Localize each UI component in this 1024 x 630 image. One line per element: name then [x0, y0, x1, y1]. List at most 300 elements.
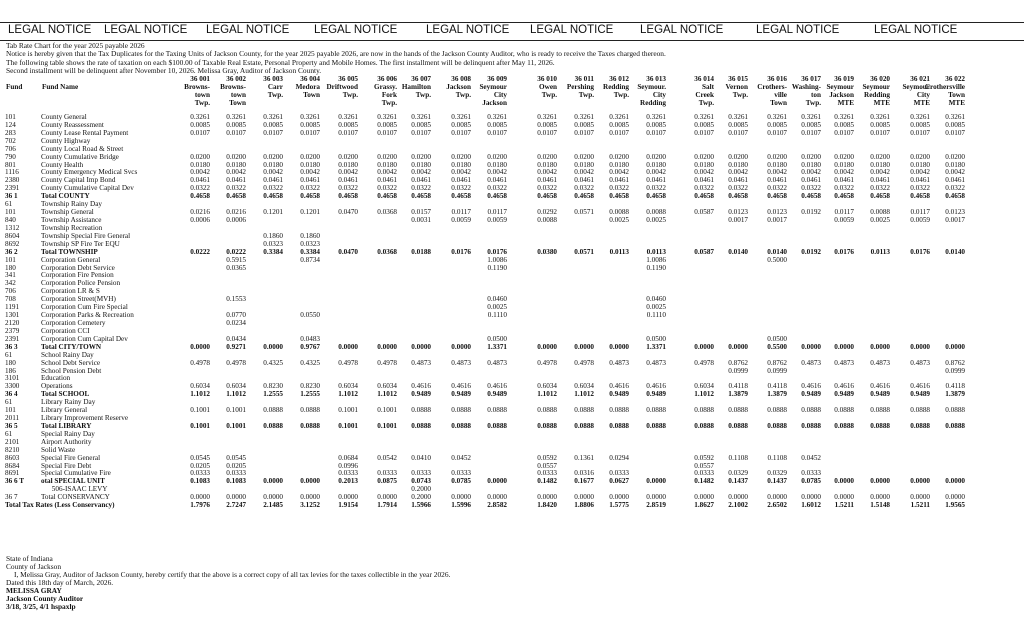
rate-cell	[748, 312, 787, 320]
rate-cell	[173, 138, 210, 146]
unit-column-header	[263, 76, 283, 100]
unit-header-line: 36 008	[451, 75, 471, 83]
rate-cell: 0.1001	[338, 421, 358, 430]
rate-cell	[283, 265, 320, 273]
rate-cell: 0.1860	[263, 231, 283, 240]
rate-cell	[173, 225, 210, 233]
rate-cell: 0.1201	[300, 208, 320, 217]
rate-cell: 0.0113	[870, 247, 890, 256]
rate-cell: 1.1012	[574, 390, 594, 399]
table-row	[5, 280, 965, 288]
rate-cell: 0.1001	[338, 406, 358, 415]
rate-cell: 0.0180	[728, 160, 748, 169]
rate-cell: 0.6034	[694, 382, 714, 391]
rate-cell: 0.3261	[263, 113, 283, 121]
rate-cell: 0.3261	[910, 113, 930, 121]
rate-cell	[210, 439, 246, 447]
rate-cell: 0.0888	[574, 406, 594, 415]
rate-cell	[246, 217, 283, 225]
rate-cell: 0.4616	[834, 382, 854, 391]
rate-cell: 1.5148	[870, 501, 890, 510]
rate-cell	[507, 439, 557, 447]
rate-cell	[930, 463, 965, 471]
table-row	[5, 209, 965, 217]
unit-header-line: Town	[303, 90, 320, 99]
fund-number: 36 7	[5, 493, 18, 502]
rate-cell: 0.0200	[537, 152, 557, 161]
rate-cell: 0.0085	[801, 120, 821, 129]
fund-name: School Rainy Day	[41, 350, 94, 359]
fund-name: Airport Authority	[41, 437, 92, 446]
unit-column-header	[184, 76, 210, 108]
rate-cell: 0.0085	[870, 120, 890, 129]
rate-cell: 0.0770	[226, 311, 246, 320]
rate-cell: 0.5915	[226, 255, 246, 264]
fund-name: School Pension Debt	[41, 366, 102, 375]
rate-cell: 0.0322	[263, 184, 283, 193]
rate-cell: 0.1083	[226, 477, 246, 486]
rate-cell: 0.0180	[377, 160, 397, 169]
unit-header-line: Crothersville	[924, 82, 965, 91]
rate-cell: 0.3384	[263, 247, 283, 256]
rate-cell: 0.1482	[694, 477, 714, 486]
rate-cell: 0.0333	[694, 469, 714, 478]
fund-name: Special Fire General	[41, 453, 101, 462]
rate-cell: 1.2555	[263, 390, 283, 399]
unit-column-header	[296, 76, 320, 100]
rate-cell: 0.4118	[945, 382, 965, 391]
rate-cell	[666, 225, 714, 233]
rate-cell: 0.9489	[609, 390, 629, 399]
rate-cell: 0.5000	[767, 255, 787, 264]
fund-number: 706	[5, 144, 16, 153]
unit-header-line: Twp.	[342, 90, 358, 99]
rate-cell	[930, 328, 965, 336]
rate-cell	[890, 138, 930, 146]
rate-cell: 1.5775	[609, 501, 629, 510]
rate-cell: 0.0085	[338, 120, 358, 129]
fund-name: Total COUNTY	[41, 192, 90, 201]
rate-cell: 0.0627	[609, 477, 629, 486]
rate-cell: 0.4873	[910, 358, 930, 367]
rate-cell	[787, 288, 821, 296]
legal-notice-label: LEGAL NOTICE	[104, 24, 188, 36]
unit-column-header	[792, 76, 821, 108]
rate-cell	[714, 265, 748, 273]
rate-cell: 0.0107	[834, 128, 854, 137]
rate-cell	[507, 265, 557, 273]
table-row	[5, 455, 965, 463]
fund-name: Corporation General	[41, 255, 101, 264]
rate-cell	[397, 368, 431, 376]
rate-cell: 0.4658	[767, 192, 787, 201]
rate-cell	[930, 431, 965, 439]
rate-cell	[173, 320, 210, 328]
rate-cell: 0.0000	[910, 342, 930, 351]
rate-cell	[594, 138, 629, 146]
rate-cell: 0.0000	[834, 493, 854, 502]
rate-cell: 0.4118	[767, 382, 787, 391]
certification-text: I, Melissa Gray, Auditor of Jackson County, hereby certify that the above is a correct copy of all tax levies for the taxes collectible in the year 2026.	[14, 569, 451, 579]
rate-cell: 0.3261	[487, 113, 507, 121]
rate-cell	[787, 233, 821, 241]
rate-cell: 0.0434	[226, 334, 246, 343]
rate-cell: 0.0000	[801, 493, 821, 502]
rate-cell: 0.4873	[609, 358, 629, 367]
rate-cell: 0.0333	[226, 469, 246, 478]
fund-name: Corporation Cum Capital Dev	[41, 334, 128, 343]
rate-cell: 0.0000	[945, 477, 965, 486]
rate-cell: 0.0460	[487, 295, 507, 304]
legal-notice-label: LEGAL NOTICE	[206, 24, 290, 36]
rate-cell: 0.0460	[646, 295, 666, 304]
unit-header-line: town	[230, 90, 246, 99]
rate-cell: 0.4658	[870, 192, 890, 201]
table-row	[5, 391, 965, 399]
fund-name: Total LIBRARY	[41, 421, 92, 430]
rate-cell: 0.3261	[451, 113, 471, 121]
rate-cell: 0.0180	[190, 160, 210, 169]
rate-cell	[557, 439, 594, 447]
rate-cell: 0.0000	[300, 493, 320, 502]
rate-cell: 0.0042	[190, 168, 210, 177]
unit-header-line: 36 015	[728, 75, 748, 83]
rate-cell: 0.0888	[451, 421, 471, 430]
rate-cell: 0.0180	[451, 160, 471, 169]
rate-cell	[320, 265, 358, 273]
fund-number: 124	[5, 120, 16, 129]
rate-cell: 0.0085	[411, 120, 431, 129]
rate-cell: 0.0461	[910, 176, 930, 185]
rate-cell	[557, 280, 594, 288]
rate-cell: 1.1012	[190, 390, 210, 399]
rate-cell: 0.0000	[574, 342, 594, 351]
rate-cell	[471, 272, 507, 280]
rate-cell: 0.0200	[411, 152, 431, 161]
rate-cell: 0.0294	[609, 453, 629, 462]
rate-cell: 0.0322	[609, 184, 629, 193]
rate-cell: 0.0000	[834, 342, 854, 351]
unit-column-header	[757, 76, 787, 108]
fund-number: 101	[5, 113, 16, 121]
rate-cell: 0.0042	[694, 168, 714, 177]
rate-cell	[507, 288, 557, 296]
unit-header-line: Vernon	[725, 82, 748, 91]
fund-number: 61	[5, 398, 13, 407]
rate-cell	[397, 320, 431, 328]
table-row	[5, 375, 965, 383]
rate-cell	[397, 304, 431, 312]
rate-cell	[666, 328, 714, 336]
rate-cell	[471, 368, 507, 376]
rate-cell	[890, 463, 930, 471]
table-row	[5, 352, 965, 360]
rate-cell: 0.0200	[801, 152, 821, 161]
table-row	[5, 415, 965, 423]
rate-cell: 0.0000	[377, 493, 397, 502]
rate-cell	[283, 296, 320, 304]
rate-cell: 0.0410	[411, 453, 431, 462]
fund-number: 706	[5, 287, 16, 296]
rate-cell	[358, 288, 397, 296]
rate-cell	[431, 312, 471, 320]
rate-cell	[320, 431, 358, 439]
rate-cell: 0.8762	[728, 358, 748, 367]
rate-cell: 0.0107	[300, 128, 320, 137]
rate-cell	[594, 233, 629, 241]
unit-header-line: ton	[811, 90, 821, 99]
rate-cell: 0.0107	[910, 128, 930, 137]
rate-cell: 0.0888	[910, 421, 930, 430]
table-row	[5, 114, 965, 122]
rate-cell	[507, 368, 557, 376]
rate-cell	[787, 225, 821, 233]
rate-cell: 0.0222	[190, 247, 210, 256]
rate-cell: 0.0200	[300, 152, 320, 161]
rate-cell: 0.4658	[226, 192, 246, 201]
rate-cell: 0.0042	[537, 168, 557, 177]
rate-cell	[666, 265, 714, 273]
rate-cell	[246, 304, 283, 312]
rate-cell: 0.0461	[411, 176, 431, 185]
rate-cell: 0.0888	[910, 406, 930, 415]
rate-cell: 0.0888	[801, 421, 821, 430]
unit-column-header	[479, 76, 507, 108]
rate-cell: 1.1012	[226, 390, 246, 399]
rate-cell: 0.2000	[411, 485, 431, 494]
table-row	[5, 486, 965, 494]
rate-cell	[358, 225, 397, 233]
rate-cell: 0.0088	[537, 215, 557, 224]
rate-cell: 2.8519	[646, 501, 666, 510]
rate-cell	[471, 225, 507, 233]
rate-cell: 0.4616	[910, 382, 930, 391]
rate-cell: 0.0140	[945, 247, 965, 256]
unit-header-line: Jackson	[446, 82, 471, 91]
rate-cell: 0.0025	[646, 303, 666, 312]
unit-header-line: ville	[774, 90, 787, 99]
rate-cell: 0.0006	[226, 215, 246, 224]
rate-cell: 0.0000	[190, 493, 210, 502]
rate-cell	[594, 257, 629, 265]
rate-cell: 0.0017	[767, 215, 787, 224]
rate-cell: 0.4658	[487, 192, 507, 201]
rate-cell	[930, 272, 965, 280]
rate-cell	[854, 368, 890, 376]
rate-cell	[594, 296, 629, 304]
rate-cell: 0.1110	[487, 311, 507, 320]
rate-cell	[557, 257, 594, 265]
table-row	[5, 288, 965, 296]
unit-header-line: Twp.	[578, 90, 594, 99]
rate-cell	[431, 320, 471, 328]
rate-cell: 1.1012	[694, 390, 714, 399]
rate-cell	[594, 368, 629, 376]
rate-cell	[557, 138, 594, 146]
rate-cell: 0.8762	[767, 358, 787, 367]
rate-cell	[557, 328, 594, 336]
county-line: County of Jackson	[6, 561, 62, 571]
unit-header-line: Redding	[640, 98, 666, 107]
rate-cell: 0.0042	[377, 168, 397, 177]
rate-cell: 0.1201	[263, 208, 283, 217]
fund-number: 8684	[5, 461, 20, 470]
rate-cell: 0.3261	[411, 113, 431, 121]
rate-cell	[246, 439, 283, 447]
certification-footer	[6, 555, 450, 611]
unit-header-line: Owen	[539, 82, 557, 91]
rate-cell: 0.0322	[537, 184, 557, 193]
rate-cell	[210, 431, 246, 439]
rate-cell	[246, 463, 283, 471]
rate-cell: 0.0000	[834, 477, 854, 486]
rate-cell	[283, 272, 320, 280]
rate-cell	[557, 225, 594, 233]
fund-number: 61	[5, 429, 13, 438]
rate-cell: 0.0180	[487, 160, 507, 169]
rate-cell: 0.6034	[574, 382, 594, 391]
rate-cell	[320, 233, 358, 241]
rate-cell: 0.0000	[377, 342, 397, 351]
rate-cell	[557, 320, 594, 328]
fund-name: Library Improvement Reserve	[41, 414, 129, 423]
unit-header-line: Pershing	[566, 82, 594, 91]
rate-cell: 0.0000	[300, 477, 320, 486]
table-row	[5, 169, 965, 177]
fund-number: 186	[5, 366, 16, 375]
rate-cell	[787, 368, 821, 376]
rate-cell: 0.0042	[646, 168, 666, 177]
rate-cell	[320, 320, 358, 328]
rate-cell: 0.0888	[945, 421, 965, 430]
unit-header-line: Twp.	[267, 90, 283, 99]
rate-cell: 0.0200	[870, 152, 890, 161]
rate-cell: 0.0322	[338, 184, 358, 193]
rate-cell: 0.4978	[190, 358, 210, 367]
rate-cell: 0.0200	[609, 152, 629, 161]
rate-cell	[173, 312, 210, 320]
rate-cell	[748, 272, 787, 280]
rate-cell: 0.0571	[574, 208, 594, 217]
rate-cell	[821, 225, 854, 233]
rate-cell: 0.0461	[801, 176, 821, 185]
fund-name: Corporation LR & S	[41, 287, 100, 296]
rate-cell	[748, 431, 787, 439]
rate-cell	[748, 296, 787, 304]
rate-cell	[821, 368, 854, 376]
rate-cell	[666, 320, 714, 328]
rate-cell: 0.0333	[537, 469, 557, 478]
rate-cell: 0.0000	[728, 342, 748, 351]
legal-notice-label: LEGAL NOTICE	[756, 24, 840, 36]
rate-cell: 0.0200	[226, 152, 246, 161]
rate-cell: 0.0323	[263, 239, 283, 248]
rate-cell: 0.4658	[910, 192, 930, 201]
rate-cell	[320, 217, 358, 225]
rate-cell: 0.5500	[767, 342, 787, 351]
unit-header-line: Washing-	[791, 82, 821, 91]
rate-cell	[173, 233, 210, 241]
rate-cell: 0.0042	[945, 168, 965, 177]
rate-cell	[507, 280, 557, 288]
rate-cell: 0.0888	[870, 421, 890, 430]
rate-cell: 0.0322	[411, 184, 431, 193]
table-row	[5, 201, 965, 209]
rate-cell	[890, 296, 930, 304]
rate-cell: 0.4658	[609, 192, 629, 201]
rate-cell	[320, 280, 358, 288]
fund-name: Township Recreation	[41, 223, 103, 232]
rate-cell	[431, 233, 471, 241]
rate-cell: 0.0888	[767, 406, 787, 415]
rate-cell: 0.4978	[537, 358, 557, 367]
rate-cell: 0.0085	[487, 120, 507, 129]
fund-number: 61	[5, 200, 13, 209]
rate-cell	[714, 296, 748, 304]
rate-cell: 0.6034	[338, 382, 358, 391]
rate-cell: 0.0999	[728, 366, 748, 375]
rate-cell: 0.0140	[767, 247, 787, 256]
rate-cell	[431, 257, 471, 265]
rate-cell: 1.5996	[451, 501, 471, 510]
rate-cell	[173, 439, 210, 447]
fund-name: Corporation Cemetery	[41, 318, 106, 327]
unit-header-line: 36 016	[767, 75, 787, 83]
unit-header-line: Seymour	[902, 82, 930, 91]
rate-cell: 0.4658	[728, 192, 748, 201]
rate-cell	[666, 272, 714, 280]
rate-cell: 0.0888	[411, 406, 431, 415]
rate-cell: 0.0888	[834, 421, 854, 430]
rate-cell: 0.4658	[338, 192, 358, 201]
rate-cell: 0.0000	[870, 342, 890, 351]
unit-column-header	[862, 76, 890, 108]
rate-cell: 0.9489	[487, 390, 507, 399]
rate-cell: 0.0000	[910, 493, 930, 502]
rate-cell	[821, 296, 854, 304]
rate-cell: 1.0086	[487, 255, 507, 264]
rate-cell	[594, 431, 629, 439]
fund-name: Education	[41, 374, 71, 383]
rate-cell	[714, 280, 748, 288]
fund-number: 8210	[5, 445, 20, 454]
rate-cell	[854, 431, 890, 439]
rate-cell: 0.0107	[377, 128, 397, 137]
fund-number: 36 4	[5, 390, 18, 399]
rate-cell: 0.0042	[411, 168, 431, 177]
rate-cell	[431, 280, 471, 288]
unit-header-line: Seymour.	[637, 82, 666, 91]
rate-cell: 0.0200	[487, 152, 507, 161]
rate-cell	[358, 280, 397, 288]
rate-cell	[320, 304, 358, 312]
unit-header-line: Town	[229, 98, 246, 107]
rate-cell	[666, 368, 714, 376]
rate-cell: 0.0329	[767, 469, 787, 478]
rate-cell	[320, 312, 358, 320]
rate-cell: 0.0059	[487, 215, 507, 224]
rate-cell: 0.1083	[190, 477, 210, 486]
fund-name: Corporation Cum Fire Special	[41, 303, 128, 312]
table-row	[5, 502, 965, 510]
rate-cell: 0.0222	[226, 247, 246, 256]
rate-cell	[821, 138, 854, 146]
rate-cell: 0.0333	[338, 469, 358, 478]
rate-cell	[629, 233, 666, 241]
rate-cell: 0.0592	[694, 453, 714, 462]
fund-name: Township Rainy Day	[41, 200, 102, 209]
fund-number: 341	[5, 271, 16, 280]
